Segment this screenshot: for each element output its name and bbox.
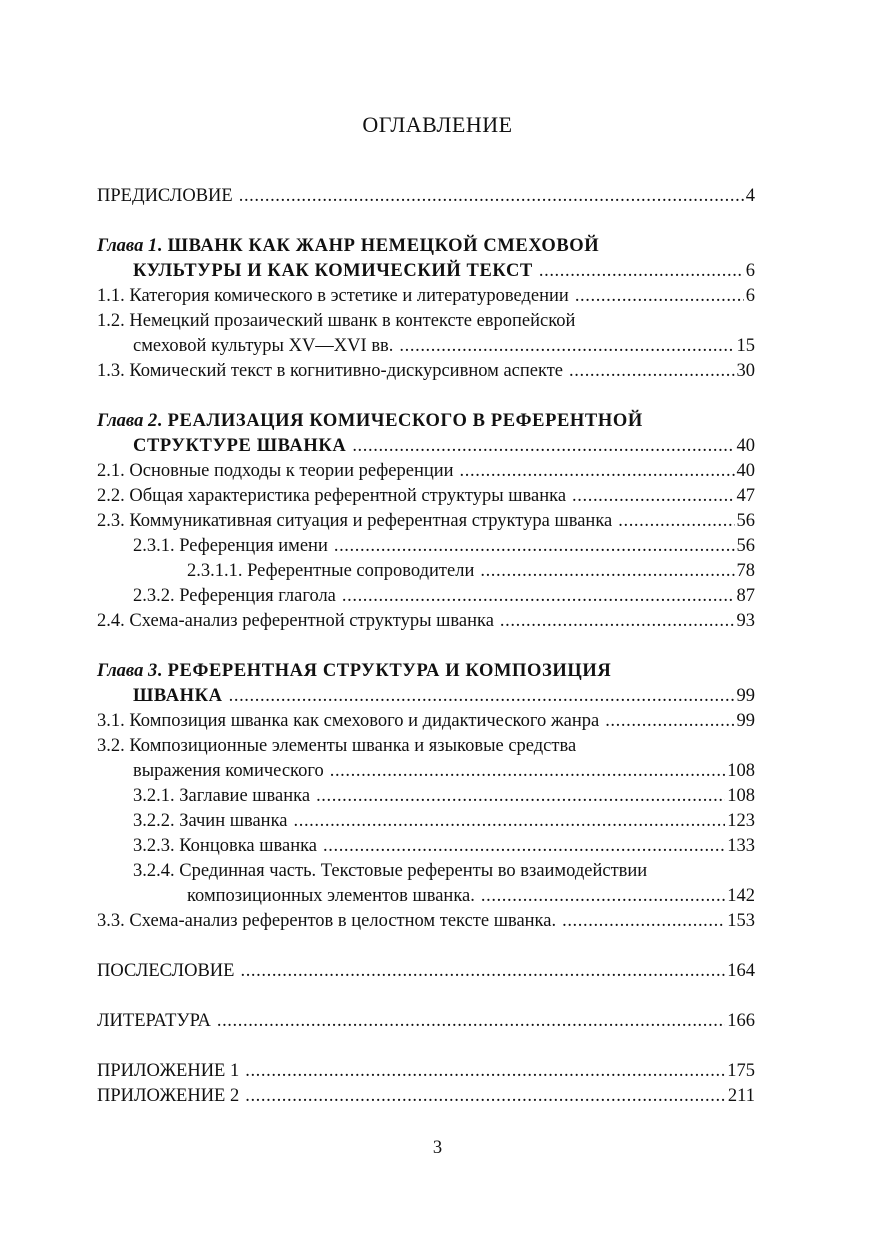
toc-entry-page: 78 <box>736 561 755 581</box>
toc-entry-text: 3.2. Композиционные элементы шванка и языковые средства <box>97 736 577 756</box>
toc-entry-page: 6 <box>745 286 755 306</box>
leader-dots <box>399 334 734 359</box>
leader-dots <box>605 709 734 734</box>
toc-entry-text: 2.4. Схема-анализ референтной структуры шванка <box>97 611 494 631</box>
toc-entry-appendix-2[interactable] <box>97 1084 755 1109</box>
toc-entry-3-2-2[interactable] <box>133 809 755 834</box>
chapter-1-heading[interactable] <box>97 234 755 259</box>
leader-dots <box>480 559 734 584</box>
leader-dots <box>330 759 726 784</box>
toc-entry-page: 56 <box>736 536 755 556</box>
leader-dots <box>245 1084 726 1109</box>
chapter-label: Глава 2 <box>97 411 158 431</box>
toc-entry-2-3-2[interactable] <box>133 584 755 609</box>
toc-entry-appendix-1[interactable] <box>97 1059 755 1084</box>
toc-entry-page: 175 <box>727 1061 755 1081</box>
chapter-title-line: КУЛЬТУРЫ И КАК КОМИЧЕСКИЙ ТЕКСТ <box>133 261 533 281</box>
leader-dots <box>618 509 734 534</box>
toc-entry-page: 40 <box>736 436 755 456</box>
toc-entry-text: ПРИЛОЖЕНИЕ 1 <box>97 1061 240 1081</box>
toc-entry-3-3[interactable] <box>97 909 755 934</box>
leader-dots <box>500 609 735 634</box>
leader-dots <box>294 809 726 834</box>
toc-entry-3-2-4[interactable] <box>133 859 755 884</box>
leader-dots <box>352 434 734 459</box>
toc-entry-3-2-3[interactable] <box>133 834 755 859</box>
toc-entry-2-3-1[interactable] <box>133 534 755 559</box>
chapter-title-line: ШВАНКА <box>133 686 223 706</box>
toc-entry-literature[interactable] <box>97 1009 755 1034</box>
toc-entry-3-2-4-continued[interactable] <box>187 884 755 909</box>
chapter-3-heading-continued[interactable] <box>133 684 755 709</box>
chapter-title-line: СТРУКТУРЕ ШВАНКА <box>133 436 347 456</box>
leader-dots <box>562 909 725 934</box>
toc-entry-page: 99 <box>736 711 755 731</box>
toc-entry-page: 164 <box>727 961 755 981</box>
leader-dots <box>575 284 744 309</box>
toc-entry-page: 211 <box>727 1086 755 1106</box>
leader-dots <box>245 1059 725 1084</box>
toc-entry-3-2[interactable] <box>97 734 755 759</box>
toc-entry-page: 142 <box>727 886 755 906</box>
toc-entry-page: 56 <box>736 511 755 531</box>
toc-entry-page: 30 <box>736 361 755 381</box>
leader-dots <box>217 1009 725 1034</box>
toc-entry-page: 15 <box>736 336 755 356</box>
toc-entry-text: ПОСЛЕСЛОВИЕ <box>97 961 235 981</box>
toc-entry-page: 108 <box>727 761 755 781</box>
leader-dots <box>569 359 734 384</box>
chapter-3-heading[interactable] <box>97 659 755 684</box>
chapter-label: Глава 1 <box>97 236 158 256</box>
leader-dots <box>229 684 735 709</box>
leader-dots <box>460 459 735 484</box>
toc-entry-3-2-1[interactable] <box>133 784 755 809</box>
toc-entry-text: 2.3.2. Референция глагола <box>133 586 336 606</box>
toc-entry-2-3-1-1[interactable] <box>187 559 755 584</box>
toc-entry-1-1[interactable] <box>97 284 755 309</box>
toc-entry-text: 1.1. Категория комического в эстетике и литературоведении <box>97 286 569 306</box>
toc-entry-text: 2.3. Коммуникативная ситуация и референтная структура шванка <box>97 511 613 531</box>
toc-entry-text: 3.2.2. Зачин шванка <box>133 811 288 831</box>
leader-dots <box>240 959 725 984</box>
leader-dots <box>481 884 725 909</box>
toc-entry-page: 153 <box>727 911 755 931</box>
toc-entry-1-2-continued[interactable] <box>133 334 755 359</box>
leader-dots <box>239 184 744 209</box>
toc-entry-page: 47 <box>736 486 755 506</box>
toc-entry-text: 1.3. Комический текст в когнитивно-дискурсивном аспекте <box>97 361 564 381</box>
toc-entry-page: 99 <box>736 686 755 706</box>
toc-entry-text: выражения комического <box>133 761 324 781</box>
toc-entry-text: композиционных элементов шванка. <box>187 886 475 906</box>
toc-entry-page: 40 <box>736 461 755 481</box>
leader-dots <box>334 534 735 559</box>
toc-entry-text: ПРЕДИСЛОВИЕ <box>97 186 233 206</box>
toc-entry-text: 1.2. Немецкий прозаический шванк в контексте европейской <box>97 311 576 331</box>
toc-entry-3-2-continued[interactable] <box>133 759 755 784</box>
toc-entry-page: 87 <box>736 586 755 606</box>
toc-entry-1-2[interactable] <box>97 309 755 334</box>
toc-entry-2-1[interactable] <box>97 459 755 484</box>
toc-entry-text: 3.3. Схема-анализ референтов в целостном тексте шванка. <box>97 911 557 931</box>
chapter-2-heading-continued[interactable] <box>133 434 755 459</box>
leader-dots <box>539 259 744 284</box>
toc-entry-text: 2.1. Основные подходы к теории референции <box>97 461 454 481</box>
chapter-title-line: . РЕАЛИЗАЦИЯ КОМИЧЕСКОГО В РЕФЕРЕНТНОЙ <box>157 411 643 431</box>
toc-entry-text: 2.3.1. Референция имени <box>133 536 328 556</box>
toc-entry-text: 3.1. Композиция шванка как смехового и дидактического жанра <box>97 711 600 731</box>
toc-entry-page: 166 <box>727 1011 755 1031</box>
toc-entry-page: 108 <box>727 786 755 806</box>
toc-entry-page: 93 <box>736 611 755 631</box>
chapter-label: Глава 3 <box>97 661 158 681</box>
toc-entry-text: 2.3.1.1. Референтные сопроводители <box>187 561 475 581</box>
leader-dots <box>323 834 725 859</box>
chapter-1-heading-continued[interactable] <box>133 259 755 284</box>
page-title: ОГЛАВЛЕНИЕ <box>362 112 513 137</box>
toc-entry-text: ЛИТЕРАТУРА <box>97 1011 211 1031</box>
toc-entry-text: ПРИЛОЖЕНИЕ 2 <box>97 1086 240 1106</box>
toc-entry-page: 4 <box>745 186 755 206</box>
chapter-title-line: . ШВАНК КАК ЖАНР НЕМЕЦКОЙ СМЕХОВОЙ <box>157 236 600 256</box>
toc-entry-1-3[interactable] <box>97 359 755 384</box>
toc-entry-afterword[interactable] <box>97 959 755 984</box>
toc-entry-text: 2.2. Общая характеристика референтной структуры шванка <box>97 486 567 506</box>
toc-entry-text: 3.2.3. Концовка шванка <box>133 836 318 856</box>
toc-entry-2-3[interactable] <box>97 509 755 534</box>
toc-entry-2-4[interactable] <box>97 609 755 634</box>
leader-dots <box>572 484 734 509</box>
chapter-title-line: . РЕФЕРЕНТНАЯ СТРУКТУРА И КОМПОЗИЦИЯ <box>157 661 612 681</box>
toc-entry-page: 6 <box>745 261 755 281</box>
toc-entry-text: 3.2.1. Заглавие шванка <box>133 786 311 806</box>
page-number: 3 <box>432 1138 443 1158</box>
toc-entry-page: 123 <box>727 811 755 831</box>
chapter-2-heading[interactable] <box>97 409 755 434</box>
leader-dots <box>342 584 735 609</box>
toc-entry-page: 133 <box>727 836 755 856</box>
toc-entry-3-1[interactable] <box>97 709 755 734</box>
toc-entry-preface[interactable] <box>97 184 755 209</box>
toc-entry-text: смеховой культуры XV—XVI вв. <box>133 336 394 356</box>
toc-entry-2-2[interactable] <box>97 484 755 509</box>
toc-entry-text: 3.2.4. Срединная часть. Текстовые референты во взаимодействии <box>133 861 648 881</box>
leader-dots <box>316 784 725 809</box>
